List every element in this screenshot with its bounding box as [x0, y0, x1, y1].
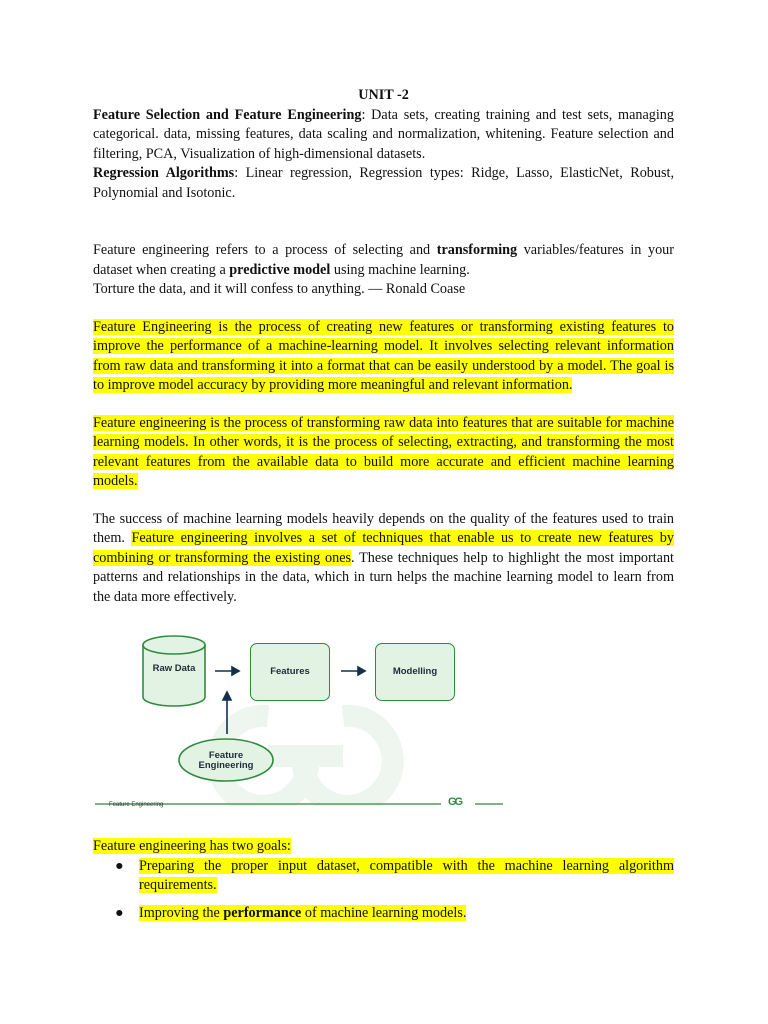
quote-line: Torture the data, and it will confess to anything. — Ronald Coase — [93, 281, 466, 297]
goals-list — [93, 857, 674, 924]
success-text-1: The success of machine learning models heavily depends on the quality of the features used to train them. — [93, 510, 674, 546]
fe-label-line-1: Feature — [208, 750, 244, 761]
arrow-right-icon-2 — [341, 667, 365, 675]
goal-2-bold: performance — [223, 904, 302, 921]
features-label: Features — [270, 666, 310, 678]
highlighted-paragraph-1 — [93, 318, 674, 396]
goals-lead — [93, 837, 674, 857]
goals-lead-text: Feature engineering has two goals: — [93, 838, 291, 854]
fs-heading: Feature Selection and Feature Engineering — [93, 106, 362, 123]
bullet-icon-2: ● — [115, 904, 124, 921]
goal-item-2 — [115, 904, 674, 924]
goal-2-text-1: Improving the — [139, 904, 224, 921]
reg-text: : Linear regression, Regression types: Ridge, Lasso, ElasticNet, Robust, Polynomial and Isotonic. — [93, 165, 674, 201]
reg-heading: Regression Algorithms — [93, 165, 235, 181]
document-page — [93, 86, 674, 923]
highlight-1: Feature Engineering is the process of creating new features or transforming existing features to improve the performance of a machine-learning model. It involves selecting relevant information from raw data and transforming it into a format that can be easily understood by a model. The goal is to improve model accuracy by providing more meaningful and relevant information. — [93, 318, 674, 393]
success-highlight: Feature engineering involves a set of techniques that enable us to create new features by combining or transforming the existing ones — [93, 530, 674, 566]
geeks-logo-icon: GG — [448, 796, 462, 808]
fe-label-line-2: Engineering — [198, 760, 254, 771]
syllabus-regression — [93, 164, 674, 203]
raw-data-label: Raw Data — [152, 663, 196, 674]
goal-2-text-2: of machine learning models. — [301, 904, 467, 921]
fs-text: : Data sets, creating training and test sets, managing categorical. data, missing features, data scaling and normalization, whitening. Feature selection and filtering, PCA, Visualization of high-dimensional datasets. — [93, 106, 674, 162]
highlighted-paragraph-2 — [93, 414, 674, 492]
diagram-caption: Feature Engineering — [109, 802, 164, 808]
unit-title: UNIT -2 — [358, 87, 409, 103]
feature-engineering-label — [186, 751, 266, 771]
syllabus-feature-selection — [93, 106, 674, 165]
features-box — [250, 643, 330, 701]
modelling-box — [375, 643, 455, 701]
goal-1-text: Preparing the proper input dataset, compatible with the machine learning algorithm requirements. — [139, 857, 674, 893]
modelling-label: Modelling — [392, 666, 438, 678]
intro-text-1: Feature engineering refers to a process of selecting and — [93, 242, 437, 258]
highlight-2: Feature engineering is the process of transforming raw data into features that are suitable for machine learning models. In other words, it is the process of selecting, extracting, and transforming the most relevant features from the available data to build more accurate and efficient machine learning models. — [93, 414, 674, 489]
intro-text-3: using machine learning. — [330, 261, 470, 278]
arrow-right-icon — [215, 667, 239, 675]
intro-bold-1: transforming — [436, 242, 518, 258]
goal-item-1 — [115, 857, 674, 896]
feature-engineering-diagram — [93, 626, 513, 806]
bullet-icon: ● — [115, 857, 124, 874]
success-text-2: . These techniques help to highlight the most important patterns and relationships in the data, which in turn helps the machine learning model to learn from the data more effectively. — [93, 549, 675, 605]
intro-paragraph — [93, 241, 674, 280]
intro-bold-2: predictive model — [229, 261, 331, 278]
success-paragraph — [93, 510, 674, 608]
intro-text-2: variables/features in your dataset when creating a — [93, 242, 674, 278]
